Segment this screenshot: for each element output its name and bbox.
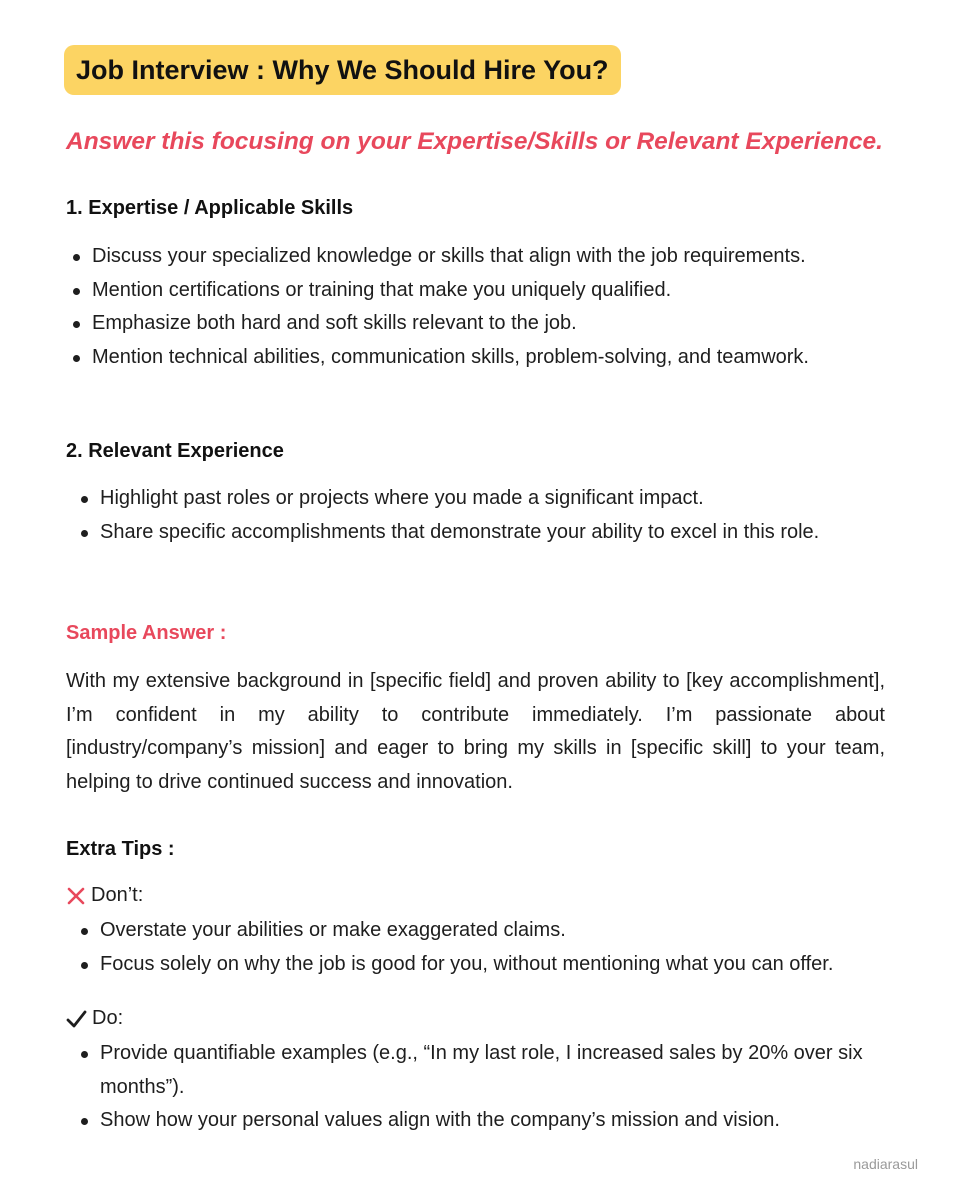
extra-tips-heading: Extra Tips : xyxy=(66,838,175,860)
list-item: Emphasize both hard and soft skills relevant to the job. xyxy=(66,307,885,341)
dont-list xyxy=(74,914,934,981)
page-title: Job Interview : Why We Should Hire You? xyxy=(64,45,621,95)
list-item: Overstate your abilities or make exaggerated claims. xyxy=(74,914,934,948)
list-item: Discuss your specialized knowledge or skills that align with the job requirements. xyxy=(66,240,885,274)
list-item: Provide quantifiable examples (e.g., “In my last role, I increased sales by 20% over six months”). xyxy=(74,1037,874,1104)
cross-mark-icon xyxy=(66,886,86,906)
do-row xyxy=(66,1007,123,1030)
list-item: Highlight past roles or projects where you made a significant impact. xyxy=(74,482,834,516)
list-item: Share specific accomplishments that demonstrate your ability to excel in this role. xyxy=(74,516,834,550)
section-heading-expertise: 1. Expertise / Applicable Skills xyxy=(66,197,354,219)
sample-answer-text: With my extensive background in [specific field] and proven ability to [key accomplishment], I’m confident in my ability to contribute immediately. I’m passionate about [industry/company’s mission] and eager to bring my skills in [specific skill] to your team, helping to drive continued success and innovation. xyxy=(66,670,885,794)
expertise-list xyxy=(66,240,885,375)
section-heading-experience: 2. Relevant Experience xyxy=(66,440,284,462)
watermark: nadiarasul xyxy=(853,1156,918,1172)
sample-answer-heading: Sample Answer : xyxy=(66,622,227,644)
do-label: Do: xyxy=(92,1007,124,1029)
dont-label: Don’t: xyxy=(91,884,144,906)
dont-row xyxy=(66,884,143,907)
do-list xyxy=(74,1037,874,1138)
list-item: Show how your personal values align with the company’s mission and vision. xyxy=(74,1104,874,1138)
check-mark-icon xyxy=(66,1009,87,1029)
experience-list xyxy=(74,482,834,549)
list-item: Mention certifications or training that make you uniquely qualified. xyxy=(66,274,885,308)
list-item: Focus solely on why the job is good for you, without mentioning what you can offer. xyxy=(74,948,934,982)
subtitle: Answer this focusing on your Expertise/Skills or Relevant Experience. xyxy=(66,128,883,155)
list-item: Mention technical abilities, communication skills, problem-solving, and teamwork. xyxy=(66,341,885,375)
